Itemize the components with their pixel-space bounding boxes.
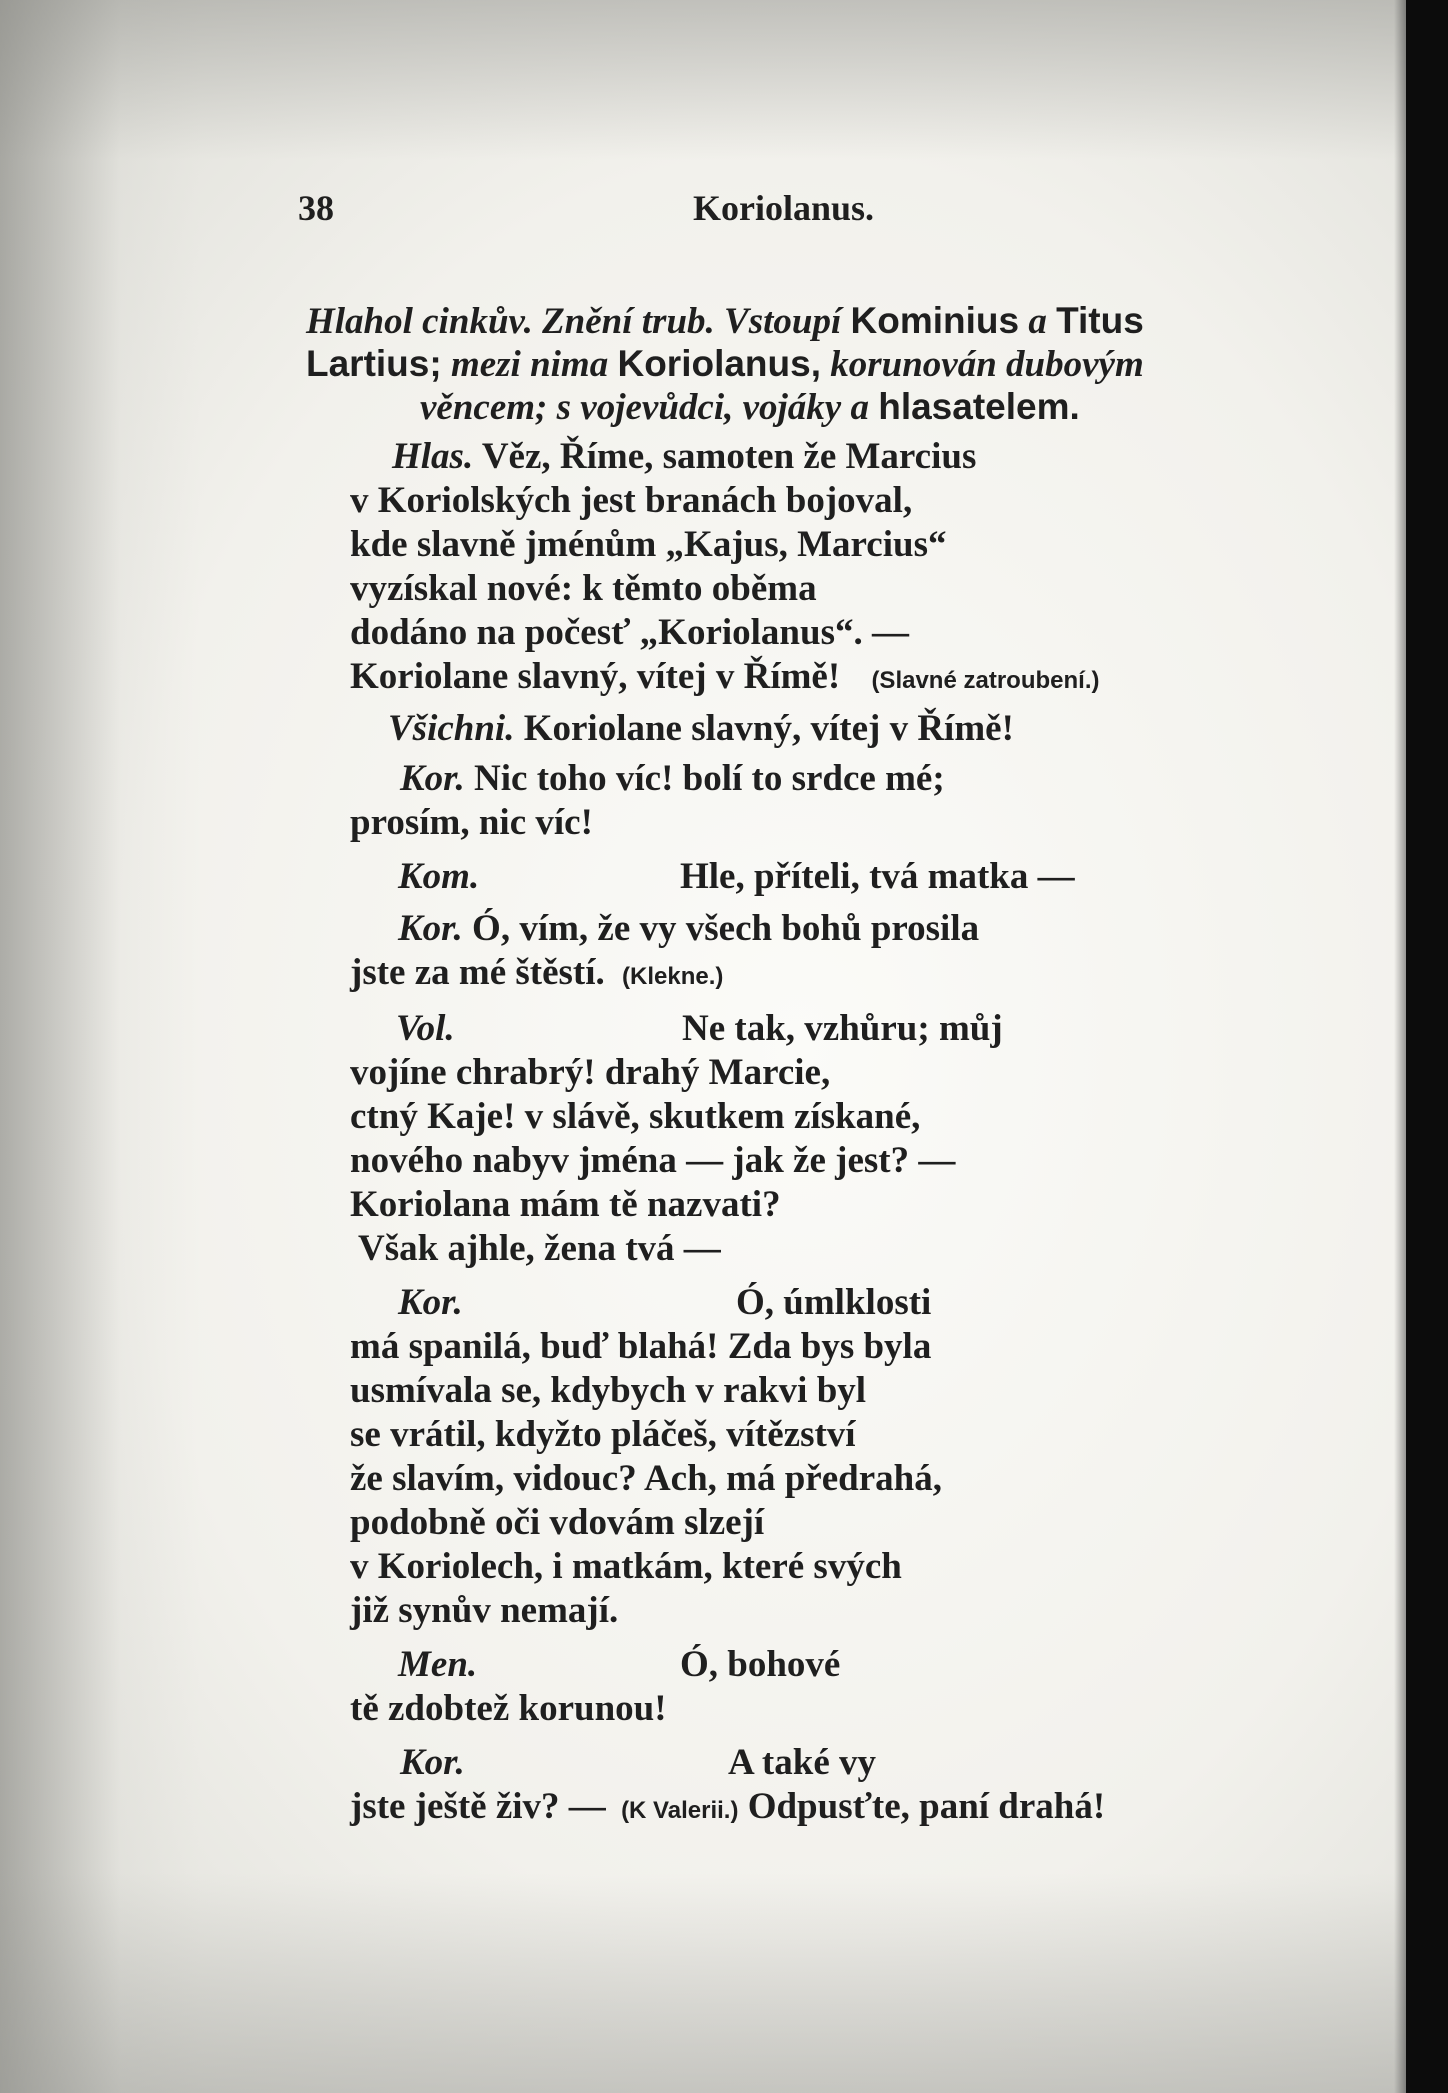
stage-direction-line-1 <box>306 302 1144 340</box>
speaker-name: Všichni. <box>388 708 515 749</box>
verse-line: A také vy <box>728 1742 876 1783</box>
verse-line: tě zdobtež korunou! <box>350 1688 667 1729</box>
verse-line: dodáno na počesť „Koriolanus“. — <box>350 612 909 653</box>
page-shadow-bottom <box>0 1873 1448 2093</box>
speaker-name: Kom. <box>398 856 480 897</box>
verse-text: Nic toho víc! bolí to srdce mé; <box>474 758 945 799</box>
speaker-name: Kor. <box>398 1282 463 1323</box>
verse-line: ctný Kaje! v slávě, skutkem získané, <box>350 1096 921 1137</box>
speech-line <box>350 1788 1105 1825</box>
verse-line: Koriolana mám tě nazvati? <box>350 1184 781 1225</box>
speaker-name: Kor. <box>398 908 463 949</box>
speech-line <box>400 760 945 797</box>
verse-line: Hle, příteli, tvá matka — <box>680 856 1075 897</box>
verse-line: má spanilá, buď blahá! Zda bys byla <box>350 1326 932 1367</box>
speaker-name: Kor. <box>400 1742 465 1783</box>
verse-line: Ne tak, vzhůru; můj <box>682 1008 1003 1049</box>
speech-line <box>350 954 723 991</box>
verse-text: Věz, Říme, samoten že Marcius <box>481 436 977 477</box>
speech-line <box>398 910 979 947</box>
verse-line: v Koriolských jest branách bojoval, <box>350 480 913 521</box>
verse-line: usmívala se, kdybych v rakvi byl <box>350 1370 867 1411</box>
stage-direction-italic: a <box>1028 301 1047 342</box>
page-shadow-top <box>0 0 1448 160</box>
speaker-name: Vol. <box>396 1008 455 1049</box>
verse-line: že slavím, vidouc? Ach, má předrahá, <box>350 1458 942 1499</box>
verse-line: již synův nemají. <box>350 1590 619 1631</box>
stage-direction-line-2 <box>306 345 1144 383</box>
verse-text: jste ještě živ? — <box>350 1786 606 1827</box>
verse-text: Koriolane slavný, vítej v Římě! <box>523 708 1014 749</box>
verse-text: Odpusťte, paní drahá! <box>747 1786 1106 1827</box>
stage-direction-name: Titus <box>1056 300 1144 341</box>
stage-direction: (K Valerii.) <box>621 1797 739 1824</box>
verse-text: Koriolane slavný, vítej v Římě! <box>350 656 841 697</box>
verse-line: se vrátil, kdyžto pláčeš, vítězství <box>350 1414 856 1455</box>
verse-text: jste za mé štěstí. <box>350 952 605 993</box>
verse-text: Ó, vím, že vy všech bohů prosila <box>472 908 980 949</box>
stage-direction: (Slavné zatroubení.) <box>871 667 1100 694</box>
stage-direction-name: Lartius; <box>306 343 442 384</box>
speaker-name: Men. <box>398 1644 478 1685</box>
scan-border-right <box>1406 0 1448 2093</box>
verse-line: Ó, úmlklosti <box>736 1282 932 1323</box>
stage-direction-line-3 <box>420 388 1080 426</box>
stage-direction: (Klekne.) <box>622 963 724 990</box>
stage-direction-italic: mezi nima <box>450 344 609 385</box>
speech-line <box>350 658 1099 695</box>
running-title: Koriolanus. <box>693 188 875 228</box>
verse-line: v Koriolech, i matkám, které svých <box>350 1546 902 1587</box>
stage-direction-name: Kominius <box>850 300 1020 341</box>
verse-line: podobně oči vdovám slzejí <box>350 1502 765 1543</box>
binding-shadow <box>1394 0 1406 2093</box>
verse-line: prosím, nic víc! <box>350 802 593 843</box>
stage-direction-italic: věncem; s vojevůdci, vojáky <box>420 387 842 428</box>
page-shadow-left <box>0 0 200 2093</box>
speaker-name: Kor. <box>400 758 465 799</box>
verse-line: Ó, bohové <box>680 1644 841 1685</box>
verse-line: vojíne chrabrý! drahý Marcie, <box>350 1052 831 1093</box>
speaker-name: Hlas. <box>392 436 474 477</box>
stage-direction-name: Koriolanus, <box>617 343 821 384</box>
verse-line: kde slavně jménům „Kajus, Marcius“ <box>350 524 947 565</box>
verse-line: vyzískal nové: k těmto oběma <box>350 568 817 609</box>
verse-line: Však ajhle, žena tvá — <box>358 1228 721 1269</box>
page-number: 38 <box>298 188 334 228</box>
stage-direction-italic: korunován dubovým <box>830 344 1144 385</box>
speech-line <box>392 438 976 475</box>
stage-direction-name: hlasatelem. <box>878 386 1080 427</box>
stage-direction-italic: a <box>850 387 869 428</box>
verse-line: nového nabyv jména — jak že jest? — <box>350 1140 956 1181</box>
speech-line <box>388 710 1014 747</box>
stage-direction-italic: Hlahol cinkův. Znění trub. Vstoupí <box>306 301 842 342</box>
